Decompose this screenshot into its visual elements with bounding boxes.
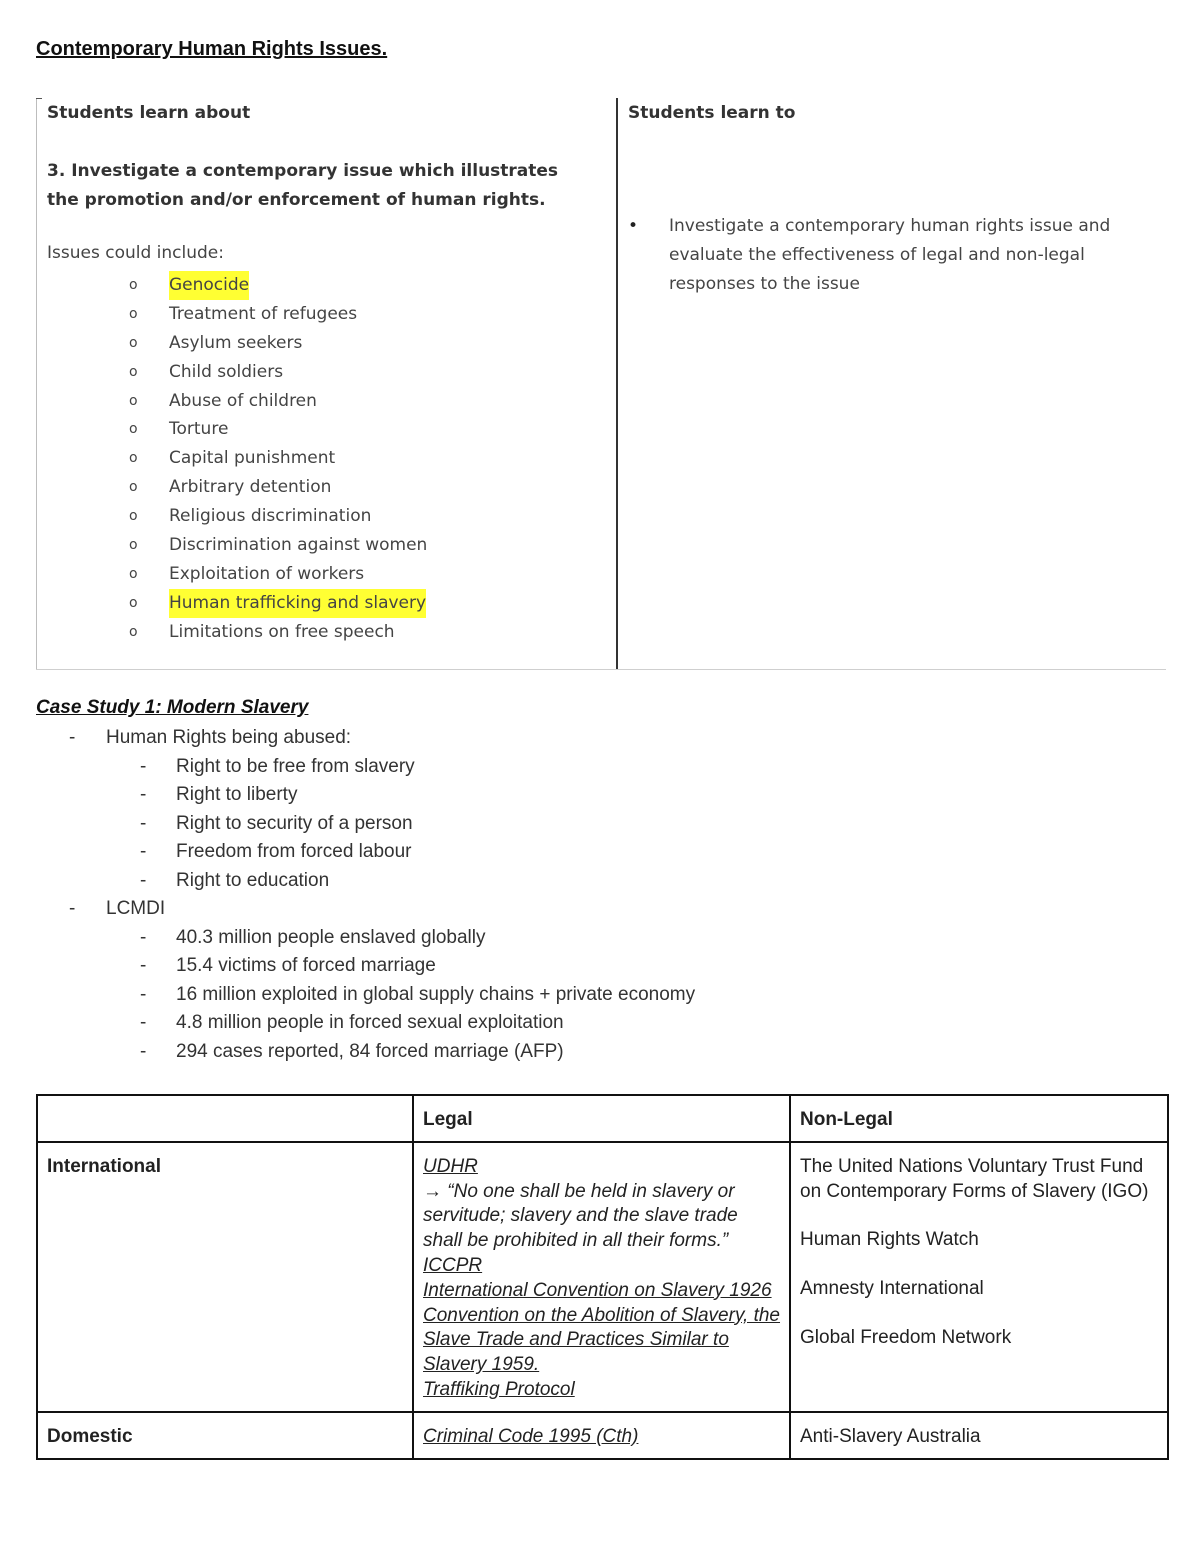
list-item-text: Right to security of a person (176, 812, 413, 834)
students-learn-to-column (628, 102, 1148, 299)
dash-bullet-icon: - (140, 1012, 147, 1033)
list-item-text: Right to liberty (176, 784, 298, 805)
table-header-row (37, 1095, 1168, 1142)
issue-item (47, 271, 607, 300)
issue-text: Child soldiers (169, 361, 284, 382)
learn-to-text: Investigate a contemporary human rights issue and evaluate the effectiveness of legal and non-legal responses to the issue (669, 216, 1111, 294)
issue-text: Genocide (169, 271, 249, 300)
issues-label: Issues could include: (47, 243, 224, 263)
circle-bullet-icon: o (129, 363, 138, 380)
issue-text: Torture (169, 419, 229, 440)
circle-bullet-icon: o (129, 479, 138, 496)
udhr-quote: → “No one shall be held in slavery or servitude; slavery and the slave trade shall be prohibited in all their forms.” (423, 1180, 738, 1252)
list-item-text: 15.4 victims of forced marriage (176, 955, 436, 976)
dash-bullet-icon: - (140, 841, 147, 862)
circle-bullet-icon: o (129, 421, 138, 438)
syllabus-outcome: 3. Investigate a contemporary issue which illustrates the promotion and/or enforcement of human rights. (47, 161, 559, 210)
row-label-international: International (37, 1142, 413, 1412)
issue-text: Exploitation of workers (169, 563, 365, 584)
list-item-text: Human Rights being abused: (106, 727, 352, 748)
circle-bullet-icon: o (129, 565, 138, 582)
list-item-text: 40.3 million people enslaved globally (176, 926, 486, 948)
issue-text: Capital punishment (169, 448, 336, 469)
dash-bullet-icon: - (140, 983, 147, 1005)
issue-item (47, 300, 607, 329)
syllabus-column-divider (616, 98, 618, 670)
issue-item (47, 531, 607, 560)
circle-bullet-icon: o (129, 305, 138, 322)
slavery-convention-link[interactable]: International Convention on Slavery 1926 (423, 1279, 772, 1301)
document-title: Contemporary Human Rights Issues. (36, 38, 388, 60)
bullet-icon: • (628, 216, 639, 236)
non-legal-item: The United Nations Voluntary Trust Fund on Contemporary Forms of Slavery (IGO) (800, 1155, 1149, 1202)
responses-table (36, 1094, 1169, 1460)
circle-bullet-icon: o (129, 450, 138, 467)
circle-bullet-icon: o (129, 623, 138, 640)
circle-bullet-icon: o (129, 392, 138, 409)
circle-bullet-icon: o (129, 334, 138, 351)
students-learn-to-header: Students learn to (628, 103, 796, 123)
issue-item (47, 502, 607, 531)
case-study-title: Case Study 1: Modern Slavery (36, 697, 309, 718)
domestic-non-legal-cell (790, 1412, 1168, 1459)
issue-item (47, 444, 607, 473)
abolition-convention-link[interactable]: Convention on the Abolition of Slavery, the Slave Trade and Practices Similar to Slavery 1959. (423, 1304, 781, 1376)
dash-bullet-icon: - (140, 784, 147, 805)
dash-bullet-icon: - (69, 898, 76, 919)
issue-item (47, 589, 607, 618)
table-row-domestic (37, 1412, 1168, 1459)
udhr-link[interactable]: UDHR (423, 1155, 478, 1177)
list-item-text: LCMDI (106, 898, 166, 919)
trafficking-protocol-link[interactable]: Traffiking Protocol (423, 1378, 575, 1400)
non-legal-item: Human Rights Watch (800, 1229, 979, 1251)
header-legal: Legal (413, 1095, 790, 1142)
row-label-domestic: Domestic (37, 1412, 413, 1459)
issue-text: Treatment of refugees (169, 303, 358, 324)
dash-bullet-icon: - (140, 926, 147, 948)
international-legal-cell (413, 1142, 790, 1412)
syllabus-table (36, 98, 1166, 670)
issue-text: Religious discrimination (169, 506, 372, 527)
non-legal-item: Amnesty International (800, 1278, 984, 1300)
dash-bullet-icon: - (140, 755, 147, 777)
non-legal-item: Anti-Slavery Australia (800, 1425, 981, 1447)
iccpr-link[interactable]: ICCPR (423, 1254, 483, 1276)
dash-bullet-icon: - (140, 812, 147, 834)
issues-list (47, 271, 607, 647)
issue-text: Discrimination against women (169, 535, 428, 556)
issue-item (47, 473, 607, 502)
circle-bullet-icon: o (129, 508, 138, 525)
issue-item (47, 618, 607, 647)
syllabus-corner-tick (36, 98, 42, 99)
list-item-text: 294 cases reported, 84 forced marriage (AFP) (176, 1040, 564, 1062)
students-learn-about-column (47, 102, 607, 647)
circle-bullet-icon: o (129, 277, 138, 293)
table-row-international (37, 1142, 1168, 1412)
issue-text: Abuse of children (169, 390, 317, 411)
list-item-text: 16 million exploited in global supply chains + private economy (176, 983, 696, 1005)
dash-bullet-icon: - (69, 727, 76, 748)
issue-item (47, 387, 607, 416)
circle-bullet-icon: o (129, 537, 138, 554)
circle-bullet-icon: o (129, 594, 138, 611)
students-learn-about-header: Students learn about (47, 103, 251, 123)
dash-bullet-icon: - (140, 1040, 147, 1062)
list-item-text: Right to education (176, 869, 330, 891)
issue-text: Human trafficking and slavery (169, 589, 426, 618)
non-legal-item: Global Freedom Network (800, 1326, 1012, 1348)
issue-item (47, 415, 607, 444)
issue-text: Arbitrary detention (169, 477, 332, 498)
issue-item (47, 358, 607, 387)
list-item-text: Freedom from forced labour (176, 841, 412, 862)
dash-bullet-icon: - (140, 955, 147, 976)
syllabus-bottom-border (36, 669, 1166, 670)
header-blank-cell (37, 1095, 413, 1142)
header-non-legal: Non-Legal (790, 1095, 1168, 1142)
issue-text: Asylum seekers (169, 332, 303, 353)
list-item-text: Right to be free from slavery (176, 755, 415, 777)
international-non-legal-cell (790, 1142, 1168, 1412)
list-item-text: 4.8 million people in forced sexual exploitation (176, 1012, 564, 1033)
issue-text: Limitations on free speech (169, 621, 395, 642)
syllabus-left-border (36, 98, 37, 670)
domestic-legal-cell (413, 1412, 790, 1459)
issue-item (47, 560, 607, 589)
learn-to-item (628, 212, 1148, 299)
criminal-code-link[interactable]: Criminal Code 1995 (Cth) (423, 1425, 639, 1447)
issue-item (47, 329, 607, 358)
dash-bullet-icon: - (140, 869, 147, 891)
